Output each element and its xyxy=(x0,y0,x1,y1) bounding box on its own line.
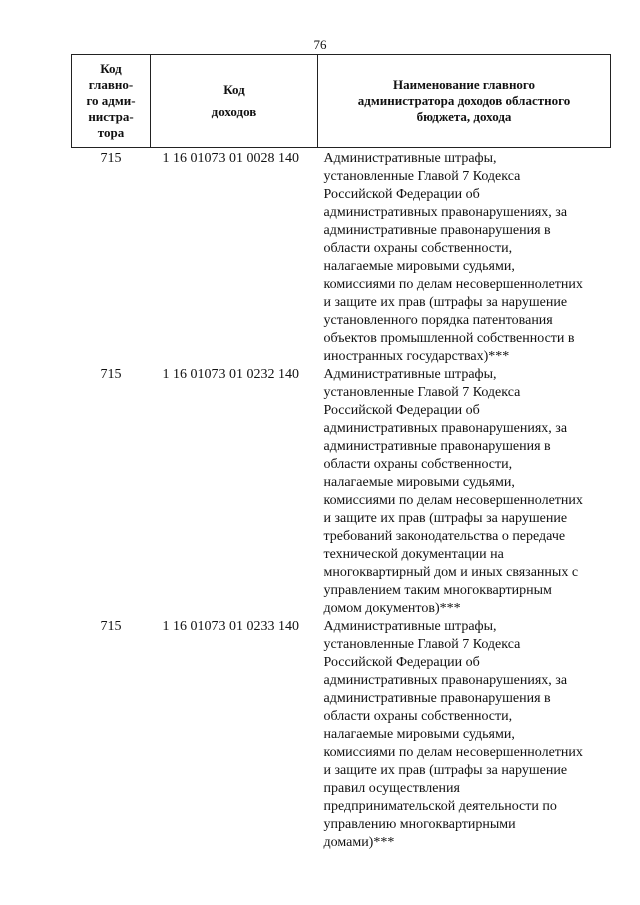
income-name-line: многоквартирный дом и иных связанных с xyxy=(323,565,579,580)
income-name-line: Административные штрафы, xyxy=(323,367,497,382)
income-name-line: комиссиями по делам несовершеннолетних xyxy=(323,745,583,760)
income-name-line: технической документации на xyxy=(323,547,504,562)
header-income-code-line: Код xyxy=(223,82,245,97)
header-income-code xyxy=(151,55,318,148)
header-row xyxy=(72,55,611,148)
header-admin-code-line: главно- xyxy=(88,77,134,92)
header-admin-code-line: тора xyxy=(97,125,125,140)
income-name-line: налагаемые мировыми судьями, xyxy=(323,259,515,274)
admin-code-cell: 715 xyxy=(100,151,122,166)
income-code-cell: 1 16 01073 01 0233 140 xyxy=(162,619,299,634)
income-name-line: комиссиями по делам несовершеннолетних xyxy=(323,493,583,508)
income-name-line: административных правонарушениях, за xyxy=(323,421,568,436)
admin-code-cell: 715 xyxy=(100,619,122,634)
income-name-line: установленные Главой 7 Кодекса xyxy=(323,385,521,400)
income-name-line: Российской Федерации об xyxy=(323,655,480,670)
income-name-line: установленные Главой 7 Кодекса xyxy=(323,169,521,184)
income-code-cell: 1 16 01073 01 0232 140 xyxy=(162,367,299,382)
income-name-line: области охраны собственности, xyxy=(323,457,513,472)
income-name-cell xyxy=(318,148,611,367)
header-admin-code-line: го адми- xyxy=(86,93,136,108)
header-admin-code-line: Код xyxy=(100,61,122,76)
table-row xyxy=(72,148,611,367)
income-name-line: налагаемые мировыми судьями, xyxy=(323,727,515,742)
income-name-line: комиссиями по делам несовершеннолетних xyxy=(323,277,583,292)
income-name-line: Административные штрафы, xyxy=(323,619,497,634)
income-name-line: и защите их прав (штрафы за нарушение xyxy=(323,763,568,778)
income-name-line: и защите их прав (штрафы за нарушение xyxy=(323,295,568,310)
income-name-line: Административные штрафы, xyxy=(323,151,497,166)
header-admin-code xyxy=(72,55,151,148)
income-name-line: административные правонарушения в xyxy=(323,691,551,706)
page-number: 76 xyxy=(313,37,327,52)
admin-code-cell: 715 xyxy=(100,367,122,382)
income-table xyxy=(71,54,611,852)
income-name-line: установленные Главой 7 Кодекса xyxy=(323,637,521,652)
income-table-container xyxy=(71,54,610,852)
income-name-cell xyxy=(318,618,611,852)
income-code-cell: 1 16 01073 01 0028 140 xyxy=(162,151,299,166)
income-name-line: области охраны собственности, xyxy=(323,241,513,256)
header-income-code-line: доходов xyxy=(211,104,257,119)
income-name-line: административные правонарушения в xyxy=(323,439,551,454)
table-row xyxy=(72,618,611,852)
income-name-line: управлению многоквартирными xyxy=(323,817,516,832)
header-admin-code-line: нистра- xyxy=(88,109,134,124)
income-name-line: Российской Федерации об xyxy=(323,187,480,202)
income-name-line: предпринимательской деятельности по xyxy=(323,799,557,814)
income-name-line: домами)*** xyxy=(323,835,395,850)
income-name-line: области охраны собственности, xyxy=(323,709,513,724)
header-income-name-line: Наименование главного xyxy=(392,77,536,92)
header-income-name-line: администратора доходов областного xyxy=(357,93,571,108)
income-name-line: иностранных государствах)*** xyxy=(323,349,510,364)
income-name-line: административные правонарушения в xyxy=(323,223,551,238)
income-name-line: управлением таким многоквартирным xyxy=(323,583,552,598)
income-name-cell xyxy=(318,366,611,618)
income-name-line: объектов промышленной собственности в xyxy=(323,331,575,346)
header-income-name-line: бюджета, дохода xyxy=(416,109,512,124)
income-name-line: домом документов)*** xyxy=(323,601,461,616)
income-name-line: административных правонарушениях, за xyxy=(323,673,568,688)
income-name-line: налагаемые мировыми судьями, xyxy=(323,475,515,490)
income-name-line: и защите их прав (штрафы за нарушение xyxy=(323,511,568,526)
income-name-line: правил осуществления xyxy=(323,781,460,796)
table-row xyxy=(72,366,611,618)
table-header xyxy=(72,55,611,148)
income-name-line: административных правонарушениях, за xyxy=(323,205,568,220)
income-name-line: установленного порядка патентования xyxy=(323,313,553,328)
header-income-name xyxy=(318,55,611,148)
income-name-line: требований законодательства о передаче xyxy=(323,529,566,544)
table-body xyxy=(72,148,611,853)
income-name-line: Российской Федерации об xyxy=(323,403,480,418)
